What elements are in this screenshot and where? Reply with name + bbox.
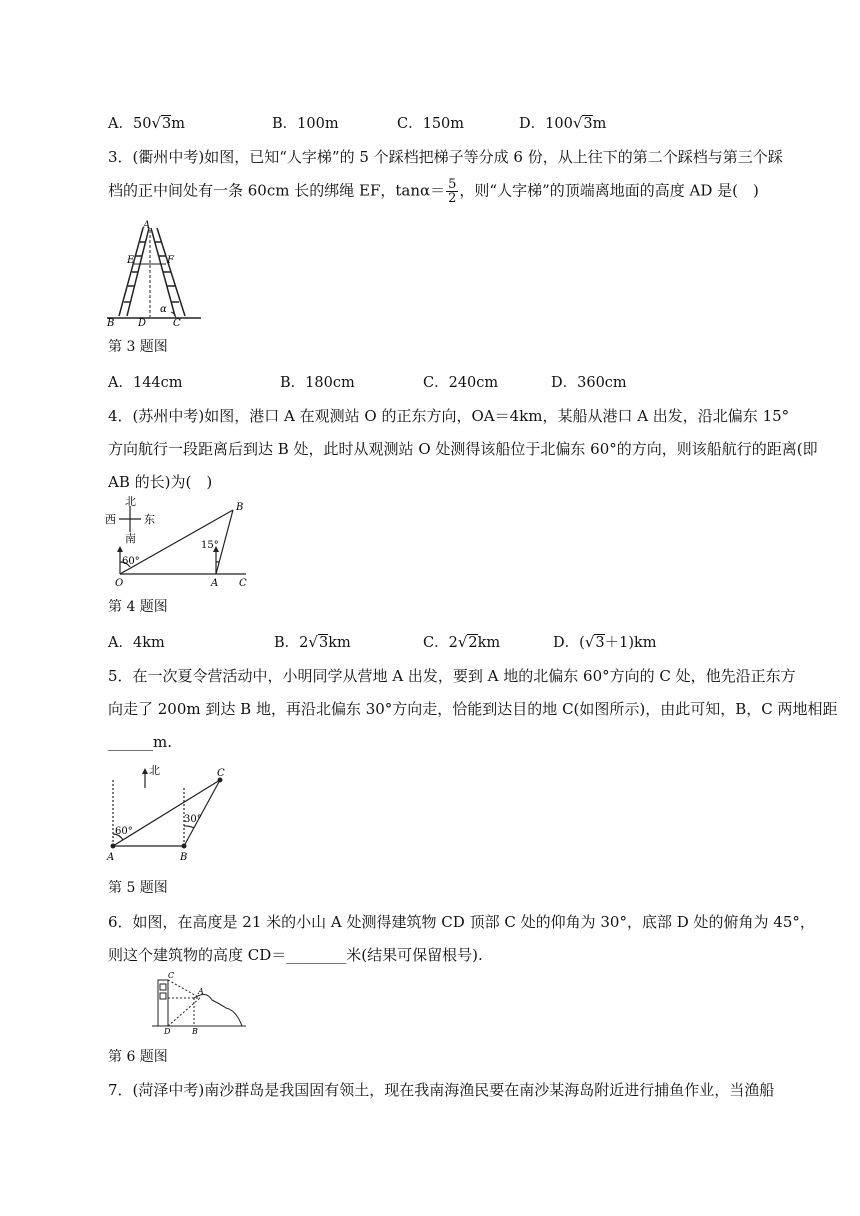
label-a: A <box>107 852 115 863</box>
label-30deg: 30° <box>184 814 202 825</box>
label-b: B <box>180 852 188 863</box>
q4-option-a: A．4km <box>108 635 165 651</box>
q3-option-c: C．240cm <box>423 375 499 391</box>
q5-line1: 5．在一次夏令营活动中，小明同学从营地 A 出发，要到 A 地的北偏东 60°方向的 C 处，他先沿正东方 <box>108 667 796 685</box>
label-e: E <box>127 255 135 266</box>
q3-ladder-figure <box>105 220 205 326</box>
q6-line1: 6．如图，在高度是 21 米的小山 A 处测得建筑物 CD 顶部 C 处的仰角为 30°，底部 D 处的俯角为 45°， <box>108 913 815 931</box>
q3-line2: 档的正中间处有一条 60cm 长的绑绳 EF，tanα＝ $\frac{5}{2}$ ，则“人字梯”的顶端离地面的高度 AD 是( ) <box>108 177 759 206</box>
label-o: O <box>115 578 124 589</box>
label-west: 西 <box>105 513 116 526</box>
label-north: 北 <box>125 495 136 508</box>
option-a: A．50√3m <box>108 114 185 132</box>
label-15deg: 15° <box>201 540 219 551</box>
fraction-5-2: $\frac{5}{2}$ <box>448 177 457 206</box>
q4-option-d: D．(√3＋1)km <box>553 633 657 651</box>
q3-option-d: D．360cm <box>551 375 627 391</box>
q3-option-a: A．144cm <box>108 375 183 391</box>
q6-caption: 第 6 题图 <box>108 1049 168 1065</box>
q4-line3: AB 的长)为( ) <box>108 473 213 491</box>
q4-bearing-figure <box>103 494 253 590</box>
label-60deg: 60° <box>115 826 133 837</box>
label-c: C <box>173 318 181 326</box>
q4-option-b: B．2√3km <box>274 633 351 651</box>
q3-option-b: B．180cm <box>280 375 355 391</box>
option-c: C．150m <box>397 116 465 132</box>
label-a: A <box>198 987 204 996</box>
label-f: F <box>167 255 174 266</box>
label-d: D <box>164 1027 171 1034</box>
q5-caption: 第 5 题图 <box>108 880 168 896</box>
q7-line1: 7．(菏泽中考)南沙群岛是我国固有领土，现在我南海渔民要在南沙某海岛附近进行捕鱼作业，当渔船 <box>108 1081 775 1099</box>
label-a: A <box>143 220 151 231</box>
q4-line1: 4．(苏州中考)如图，港口 A 在观测站 O 的正东方向，OA＝4km，某船从港口 A 出发，沿北偏东 15° <box>108 407 790 425</box>
label-alpha: α <box>160 304 167 315</box>
q4-option-c: C．2√2km <box>423 633 501 651</box>
label-b: B <box>107 318 115 326</box>
label-b: B <box>236 502 244 513</box>
label-d: D <box>138 318 147 326</box>
q6-line2: 则这个建筑物的高度 CD＝________米(结果可保留根号). <box>108 946 483 964</box>
option-d: D．100√3m <box>519 114 607 132</box>
label-c: C <box>168 971 175 980</box>
label-60deg: 60° <box>122 556 140 567</box>
label-north: 北 <box>149 764 160 777</box>
label-b: B <box>192 1027 198 1034</box>
q5-line2: 向走了 200m 到达 B 地，再沿北偏东 30°方向走，恰能到达目的地 C(如图所示)，由此可知，B，C 两地相距 <box>108 700 838 718</box>
option-b: B．100m <box>272 116 339 132</box>
label-south: 南 <box>125 532 136 545</box>
q5-line3: ______m. <box>108 733 172 751</box>
q5-bearing-figure <box>103 760 233 864</box>
q6-building-figure <box>150 970 250 1034</box>
q4-caption: 第 4 题图 <box>108 599 168 615</box>
q3-line1: 3．(衢州中考)如图，已知“人字梯”的 5 个踩档把梯子等分成 6 份，从上往下的第二个踩档与第三个踩 <box>108 148 783 166</box>
q3-caption: 第 3 题图 <box>108 339 168 355</box>
label-c: C <box>217 768 225 779</box>
label-c: C <box>239 578 247 589</box>
label-east: 东 <box>144 513 155 526</box>
label-a: A <box>211 578 219 589</box>
q4-line2: 方向航行一段距离后到达 B 处，此时从观测站 O 处测得该船位于北偏东 60°的方向，则该船航行的距离(即 <box>108 440 818 458</box>
